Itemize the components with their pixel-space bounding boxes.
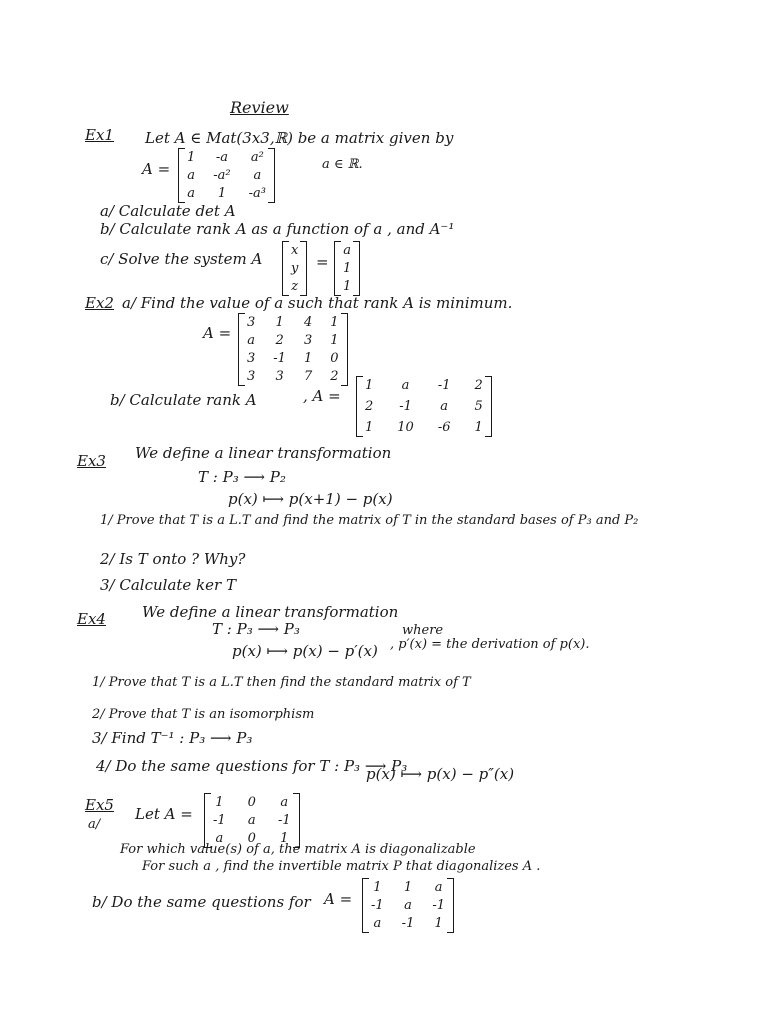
matrix-cell: 1 <box>330 333 339 348</box>
matrix-cell: -6 <box>437 420 451 435</box>
matrix-cell: 1 <box>275 315 284 330</box>
ex1-vector-rhs <box>334 243 360 294</box>
page-title: Review <box>230 98 289 117</box>
matrix-cell: a <box>247 333 256 348</box>
matrix-cell: 1 <box>434 916 443 931</box>
vector-cell: z <box>291 279 299 294</box>
vector-cell: 1 <box>343 279 352 294</box>
ex3-question-2: 2/ Is T onto ? Why? <box>100 550 246 568</box>
ex4-map: T : P₃ ⟶ P₃ <box>212 620 300 638</box>
matrix-cell: 2 <box>365 399 374 414</box>
ex4-question-2: 2/ Prove that T is an isomorphism <box>92 707 315 722</box>
ex1-question-b: b/ Calculate rank A as a function of a , and A⁻¹ <box>100 220 455 238</box>
ex2-question-a: a/ Find the value of a such that rank A is minimum. <box>122 294 513 312</box>
matrix-cell: 3 <box>247 351 256 366</box>
matrix-cell: -1 <box>213 813 226 828</box>
matrix-cell: a <box>401 378 410 393</box>
ex5-sub-a: a/ <box>88 817 101 832</box>
ex1-domain: a ∈ ℝ. <box>322 157 363 172</box>
ex5-line-1: For which value(s) of a, the matrix A is diagonalizable <box>120 842 476 857</box>
ex3-question-1: 1/ Prove that T is a L.T and find the matrix of T in the standard bases of P₃ and P₂ <box>100 513 639 528</box>
vector-cell: y <box>291 261 299 276</box>
ex3-label: Ex3 <box>77 452 106 470</box>
matrix-cell: 1 <box>474 420 483 435</box>
ex5-matrix-b-lhs: A = <box>324 890 353 908</box>
ex1-matrix <box>178 150 275 201</box>
matrix-cell: -1 <box>401 916 415 931</box>
ex1-question-a: a/ Calculate det A <box>100 202 236 220</box>
ex5-label: Ex5 <box>85 796 114 814</box>
ex4-question-3: 3/ Find T⁻¹ : P₃ ⟶ P₃ <box>92 729 253 747</box>
matrix-cell: -1 <box>277 813 291 828</box>
ex3-question-3: 3/ Calculate ker T <box>100 576 236 594</box>
matrix-cell: 1 <box>280 831 289 846</box>
matrix-cell: 1 <box>187 150 196 165</box>
ex5-question-b: b/ Do the same questions for <box>92 893 311 911</box>
matrix-cell: a² <box>250 150 264 165</box>
ex2-matrix-a-lhs: A = <box>203 324 232 342</box>
matrix-cell: a <box>280 795 289 810</box>
ex4-derivation-note: , p′(x) = the derivation of p(x). <box>390 637 590 652</box>
matrix-cell: 0 <box>330 351 339 366</box>
ex1-intro: Let A ∈ Mat(3x3,ℝ) be a matrix given by <box>145 129 454 147</box>
matrix-cell: 1 <box>217 186 227 201</box>
vector-cell: x <box>291 243 299 258</box>
ex4-question-1: 1/ Prove that T is a L.T then find the standard matrix of T <box>92 675 471 690</box>
matrix-cell: a <box>440 399 449 414</box>
ex5-line-2: For such a , find the invertible matrix P that diagonalizes A . <box>142 859 541 874</box>
ex4-where: where <box>402 623 444 638</box>
matrix-cell: 7 <box>303 369 313 384</box>
matrix-cell: -a <box>215 150 229 165</box>
ex5-matrix-b <box>362 880 454 931</box>
ex5-matrix-a <box>204 795 300 846</box>
vector-cell: 1 <box>343 261 352 276</box>
vector-cell: a <box>343 243 352 258</box>
ex4-rule: p(x) ⟼ p(x) − p′(x) <box>232 642 378 660</box>
matrix-cell: 3 <box>275 369 284 384</box>
ex5-intro: Let A = <box>135 805 193 823</box>
matrix-cell: 3 <box>303 333 313 348</box>
matrix-cell: 5 <box>474 399 483 414</box>
matrix-cell: 3 <box>247 315 256 330</box>
matrix-cell: -1 <box>273 351 286 366</box>
ex1-equals: = <box>316 253 329 271</box>
matrix-cell: -1 <box>432 898 446 913</box>
matrix-cell: -1 <box>437 378 451 393</box>
matrix-cell: 2 <box>474 378 483 393</box>
ex4-question-4: 4/ Do the same questions for T : P₃ ⟶ P₃ <box>96 757 408 775</box>
matrix-cell: a <box>187 186 196 201</box>
matrix-cell: 2 <box>275 333 284 348</box>
ex2-matrix-b-lhs: , A = <box>303 387 341 405</box>
ex2-matrix-a <box>238 315 348 384</box>
matrix-cell: 1 <box>365 378 374 393</box>
matrix-cell: a <box>434 880 443 895</box>
matrix-cell: 1 <box>365 420 374 435</box>
ex1-question-c: c/ Solve the system A <box>100 250 263 268</box>
matrix-cell: 1 <box>403 880 413 895</box>
matrix-cell: 1 <box>303 351 313 366</box>
ex4-label: Ex4 <box>77 610 106 628</box>
ex4-question-4-rule: p(x) ⟼ p(x) − p″(x) <box>366 765 515 783</box>
matrix-cell: -1 <box>371 898 384 913</box>
matrix-cell: -a² <box>213 168 231 183</box>
matrix-cell: a <box>215 831 224 846</box>
ex3-map: T : P₃ ⟶ P₂ <box>198 468 286 486</box>
matrix-cell: 0 <box>247 795 256 810</box>
ex1-matrix-lhs: A = <box>142 160 171 178</box>
matrix-cell: 2 <box>330 369 339 384</box>
ex2-matrix-b <box>356 378 492 435</box>
matrix-cell: a <box>404 898 412 913</box>
matrix-cell: a <box>187 168 196 183</box>
ex2-label: Ex2 <box>85 294 114 312</box>
ex3-rule: p(x) ⟼ p(x+1) − p(x) <box>228 490 393 508</box>
matrix-cell: a <box>253 168 262 183</box>
ex3-intro: We define a linear transformation <box>135 444 392 462</box>
matrix-cell: 0 <box>247 831 256 846</box>
ex4-intro: We define a linear transformation <box>142 603 399 621</box>
matrix-cell: a <box>247 813 256 828</box>
matrix-cell: 10 <box>397 420 414 435</box>
matrix-cell: 3 <box>247 369 256 384</box>
matrix-cell: -1 <box>399 399 412 414</box>
matrix-cell: -a³ <box>248 186 266 201</box>
ex1-vector-xyz <box>282 243 307 294</box>
matrix-cell: a <box>373 916 382 931</box>
matrix-cell: 4 <box>303 315 313 330</box>
ex1-label: Ex1 <box>85 126 114 144</box>
ex2-question-b: b/ Calculate rank A <box>110 391 257 409</box>
matrix-cell: 1 <box>330 315 339 330</box>
matrix-cell: 1 <box>373 880 382 895</box>
matrix-cell: 1 <box>215 795 224 810</box>
